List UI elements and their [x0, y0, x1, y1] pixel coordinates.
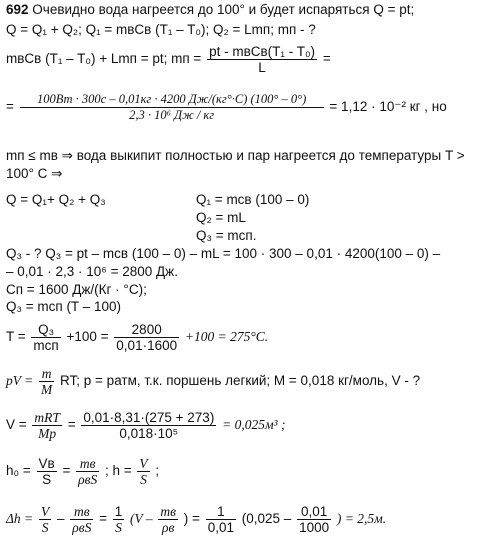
h-sep: ; h =: [104, 463, 132, 479]
dh-f2-num: mв: [70, 504, 93, 520]
mass-calc-numerator: 100Вт · 300с – 0,01кг · 4200 Дж/(кг°·С) (100° – 0°): [20, 92, 324, 108]
dh-f5-den: 0,01: [207, 520, 234, 535]
dh-fraction-4: [158, 504, 178, 535]
vol-f2-den: 0,018·10⁵: [119, 426, 179, 441]
boiling-conclusion-cont: 100° C ⇒: [6, 166, 63, 181]
temp-f2-den: 0,01·1600: [116, 338, 178, 353]
dh-f6-den: 1000: [299, 520, 330, 535]
dh-f4-den: ρв: [162, 520, 175, 535]
temperature-calc: [6, 322, 268, 353]
temp-fraction-1: [31, 322, 60, 353]
dh-lead: Δh =: [6, 511, 34, 527]
dh-m5: (0,025 –: [241, 511, 292, 527]
temp-f1-num: Q₃: [31, 322, 60, 338]
temp-fraction-2: [114, 322, 179, 353]
gas-fraction: [39, 366, 54, 397]
dh-f4-num: mв: [160, 504, 177, 519]
dh-fraction-6: [297, 504, 331, 535]
h-f2-den: ρвS: [78, 472, 98, 487]
vol-tail: = 0,025м³ ;: [222, 417, 286, 433]
total-heat: Q = Q₁+ Q₂ + Q₃: [6, 192, 106, 207]
dh-f1-num: V: [40, 504, 50, 519]
h-mid: =: [62, 463, 71, 479]
h-lead: h₀ =: [6, 463, 31, 479]
h-f1-den: S: [42, 472, 52, 487]
gas-lead: pV =: [6, 373, 34, 389]
vol-f1-den: Mp: [38, 426, 57, 441]
mass-calculation: [6, 92, 447, 123]
mass-fraction: [207, 44, 317, 75]
temp-mid: +100 =: [66, 329, 109, 345]
dh-m4: ) =: [183, 511, 200, 527]
mass-equation-right: =: [322, 51, 331, 67]
h-f3-den: S: [140, 472, 147, 487]
h-fraction-3: [137, 456, 149, 487]
heat-q2: Q₂ = mL: [196, 210, 246, 225]
vol-fraction-2: [81, 410, 216, 441]
vol-f2-num: 0,01·8,31·(275 + 273): [83, 410, 215, 425]
vol-f1-num: mRT: [34, 410, 60, 425]
boiling-conclusion: mп ≤ mв ⇒ вода выкипит полностью и пар нагреется до температуры T >: [6, 148, 465, 163]
steam-heat-capacity: Cп = 1600 Дж/(Кг · °С);: [6, 282, 147, 297]
dh-f5-num: 1: [206, 504, 236, 520]
mass-calc-result: = 1,12 · 10⁻² кг , но: [329, 99, 447, 115]
problem-number: 692: [6, 2, 29, 17]
volume-calc: [6, 410, 285, 441]
mass-calc-denominator: 2,3 · 10⁶ Дж / кг: [129, 108, 215, 122]
gas-tail: RT; p = pатм, т.к. поршень легкий; M = 0,018 кг/моль, V - ?: [60, 373, 421, 389]
dh-fraction-2: [70, 504, 93, 535]
temp-f1-den: mcп: [33, 338, 59, 353]
gas-f-num: m: [39, 366, 54, 382]
dh-fraction-5: [206, 504, 236, 535]
dh-m1: –: [56, 511, 65, 527]
h-f3-num: V: [139, 456, 148, 471]
problem-intro: Очевидно вода нагреется до 100° и будет испаряться Q = pt;: [32, 2, 415, 17]
h-fraction-1: [37, 456, 57, 487]
mass-calc-fraction: [20, 92, 324, 123]
gas-f-den: M: [41, 382, 53, 397]
q3-formula: Q₃ = mcп (T – 100): [6, 299, 121, 314]
h-fraction-2: [76, 456, 99, 487]
dh-f1-den: S: [41, 520, 49, 535]
temp-f2-num: 2800: [114, 322, 179, 338]
vol-mid: =: [67, 417, 76, 433]
dh-f3-num: 1: [114, 504, 123, 519]
mass-equation: [6, 44, 331, 75]
height-change-calc: [6, 504, 386, 535]
mass-fraction-numerator: pt - mвCв(T₁ - T₀): [209, 44, 316, 59]
heat-equations: Q = Q₁ + Q₂; Q₁ = mвCв (T₁ – T₀); Q₂ = Lmп; mп - ?: [6, 22, 316, 37]
height-formulas: [6, 456, 159, 487]
vol-fraction-1: [32, 410, 62, 441]
dh-fraction-1: [39, 504, 51, 535]
dh-f2-den: ρвS: [72, 520, 92, 535]
mass-fraction-denominator: L: [258, 60, 266, 75]
ideal-gas-law: [6, 366, 420, 397]
h-tail: ;: [155, 463, 160, 479]
dh-fraction-3: [113, 504, 125, 535]
heat-q1: Q₁ = mcв (100 – 0): [196, 192, 310, 207]
dh-f6-num: 0,01: [297, 504, 331, 520]
dh-tail: ) = 2,5м.: [336, 511, 387, 527]
h-f2-num: mв: [76, 456, 99, 472]
dh-m2: =: [99, 511, 107, 527]
problem-header: [6, 2, 414, 18]
temp-tail: +100 = 275°C.: [184, 329, 269, 345]
q3-calculation: Q₃ - ? Q₃ = pt – mcв (100 – 0) – mL = 100 · 300 – 0,01 · 4200(100 – 0) –: [6, 246, 441, 261]
h-f1-num: Vв: [38, 456, 55, 471]
dh-f3-den: S: [115, 520, 122, 535]
q3-calculation-cont: – 0,01 · 2,3 · 10⁶ = 2800 Дж.: [6, 264, 178, 279]
mass-calc-lead: =: [6, 99, 14, 115]
mass-equation-left: mвCв (T₁ – T₀) + Lmп = pt; mп =: [6, 51, 202, 67]
vol-lead: V =: [6, 417, 27, 433]
heat-q3: Q₃ = mcп.: [196, 228, 257, 243]
temp-lead: T =: [6, 329, 26, 345]
dh-m3: (V –: [130, 511, 153, 527]
